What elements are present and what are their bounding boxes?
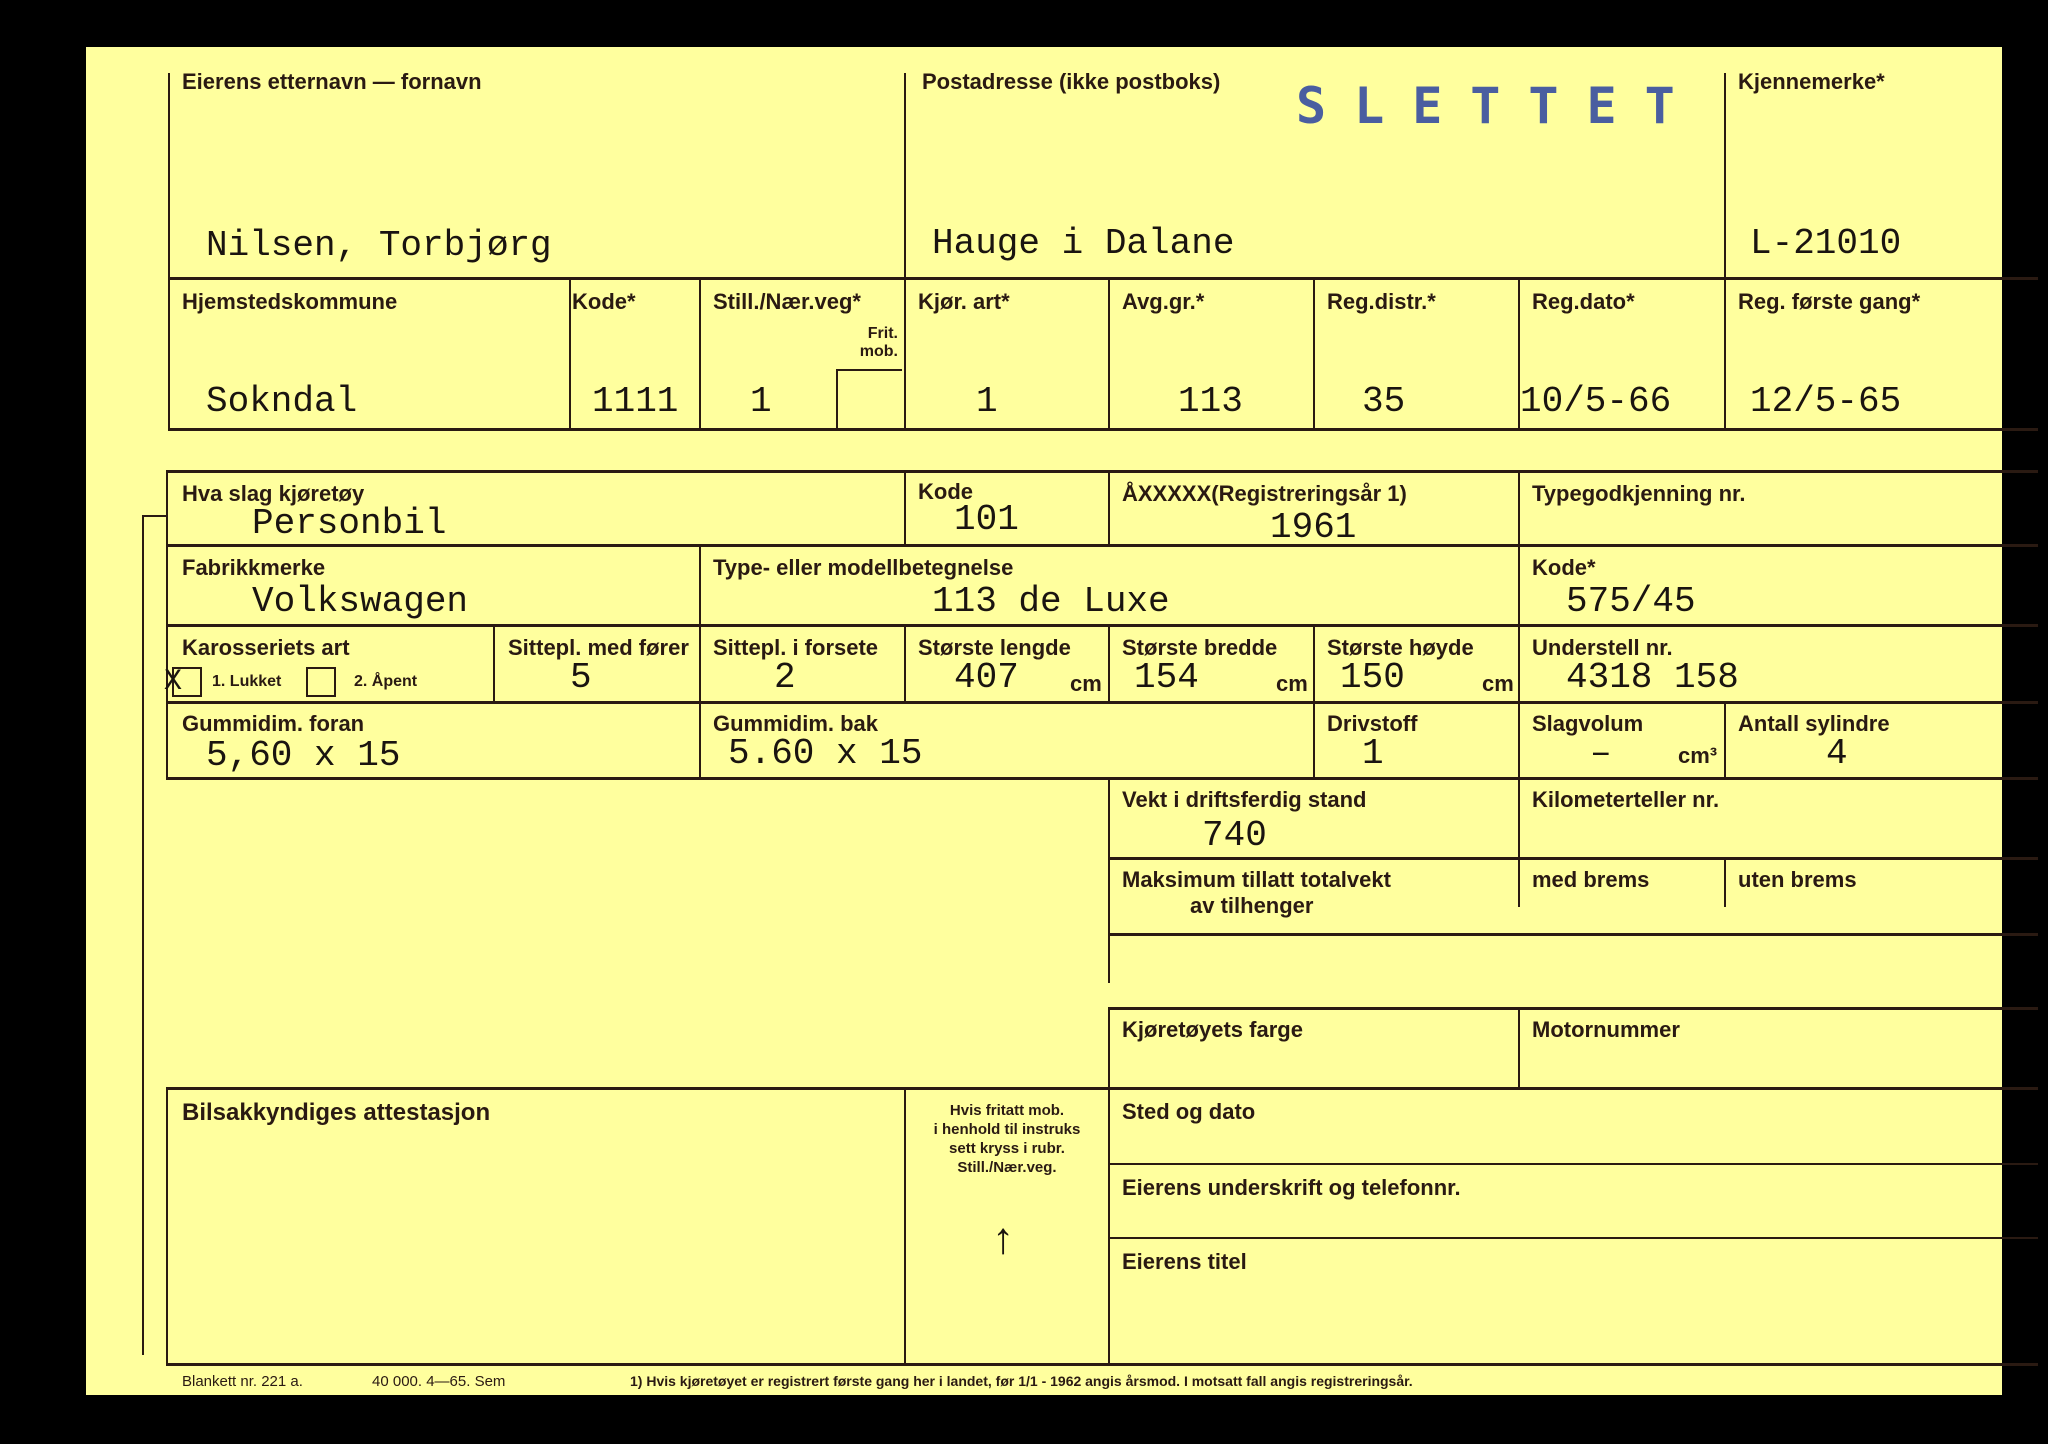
with-brake-label: med brems xyxy=(1532,867,1650,892)
owner-title-label: Eierens titel xyxy=(1122,1249,1247,1274)
body-open-label: 2. Åpent xyxy=(354,673,418,690)
signature-label: Eierens underskrift og telefonnr. xyxy=(1122,1175,1461,1200)
model-code-label: Kode* xyxy=(1532,555,1596,580)
seats-driver-value: 5 xyxy=(570,657,592,698)
seats-driver-label: Sittepl. med fører xyxy=(508,635,689,660)
vehicle-code-value: 101 xyxy=(954,499,1019,540)
width-label: Største bredde xyxy=(1122,635,1278,660)
tire-front-value: 5,60 x 15 xyxy=(206,735,401,776)
regforste-value: 12/5-65 xyxy=(1750,381,1902,422)
height-label: Største høyde xyxy=(1327,635,1474,660)
municipality-value: Sokndal xyxy=(206,381,358,422)
address-label: Postadresse (ikke postboks) xyxy=(922,69,1221,94)
weight-label: Vekt i driftsferdig stand xyxy=(1122,787,1367,812)
model-value: 113 de Luxe xyxy=(932,581,1170,622)
displacement-value: – xyxy=(1590,733,1612,774)
municipality-label: Hjemstedskommune xyxy=(182,289,398,314)
regdistr-value: 35 xyxy=(1362,381,1406,422)
tire-rear-label: Gummidim. bak xyxy=(713,711,879,736)
cylinders-label: Antall sylindre xyxy=(1738,711,1890,736)
owner-label: Eierens etternavn — fornavn xyxy=(182,69,482,94)
fuel-value: 1 xyxy=(1362,733,1384,774)
arrow-up-icon: ↑ xyxy=(990,1217,1017,1267)
kjor-value: 1 xyxy=(976,381,998,422)
code-value: 1111 xyxy=(592,381,679,422)
displacement-label: Slagvolum xyxy=(1532,711,1644,736)
height-unit: cm xyxy=(1482,671,1514,696)
chassis-label: Understell nr. xyxy=(1532,635,1673,660)
body-closed-mark: X xyxy=(164,665,183,699)
frit-mob-box[interactable] xyxy=(836,369,902,429)
height-value: 150 xyxy=(1340,657,1405,698)
cylinders-value: 4 xyxy=(1826,733,1848,774)
kjor-label: Kjør. art* xyxy=(918,289,1010,314)
width-value: 154 xyxy=(1134,657,1199,698)
make-label: Fabrikkmerke xyxy=(182,555,326,580)
tire-rear-value: 5.60 x 15 xyxy=(728,733,923,774)
year-value: 1961 xyxy=(1270,507,1357,548)
still-value: 1 xyxy=(750,381,772,422)
place-date-label: Sted og dato xyxy=(1122,1099,1256,1124)
vehicle-code-label: Kode xyxy=(918,479,973,504)
seats-front-label: Sittepl. i forsete xyxy=(713,635,879,660)
type-approval-label: Typegodkjenning nr. xyxy=(1532,481,1746,506)
regdistr-label: Reg.distr.* xyxy=(1327,289,1436,314)
seats-front-value: 2 xyxy=(774,657,796,698)
avg-label: Avg.gr.* xyxy=(1122,289,1205,314)
year-label: ÅXXXXX(Registreringsår 1) xyxy=(1122,481,1407,506)
fuel-label: Drivstoff xyxy=(1327,711,1418,736)
length-unit: cm xyxy=(1070,671,1102,696)
weight-value: 740 xyxy=(1202,815,1267,856)
still-label: Still./Nær.veg* xyxy=(713,289,861,314)
engine-label: Motornummer xyxy=(1532,1017,1680,1042)
regforste-label: Reg. første gang* xyxy=(1738,289,1921,314)
body-open-checkbox[interactable] xyxy=(306,667,336,697)
form-number: Blankett nr. 221 a. xyxy=(182,1373,303,1390)
mobilization-note: Hvis fritatt mob. i henhold til instruks sett kryss i rubr. Still./Nær.veg. xyxy=(933,1102,1081,1176)
regdato-value: 10/5-66 xyxy=(1520,381,1672,422)
width-unit: cm xyxy=(1276,671,1308,696)
trailer-label-2: av tilhenger xyxy=(1190,893,1314,918)
owner-value: Nilsen, Torbjørg xyxy=(206,225,552,266)
odometer-label: Kilometerteller nr. xyxy=(1532,787,1720,812)
model-code-value: 575/45 xyxy=(1566,581,1696,622)
print-info: 40 000. 4—65. Sem xyxy=(372,1373,506,1390)
without-brake-label: uten brems xyxy=(1738,867,1857,892)
deleted-stamp: SLETTET xyxy=(1296,77,1703,135)
avg-value: 113 xyxy=(1178,381,1243,422)
attestation-label: Bilsakkyndiges attestasjon xyxy=(182,1099,491,1126)
length-label: Største lengde xyxy=(918,635,1071,660)
length-value: 407 xyxy=(954,657,1019,698)
reg-mark-label: Kjennemerke* xyxy=(1738,69,1885,94)
registration-card xyxy=(86,47,2002,1395)
tire-front-label: Gummidim. foran xyxy=(182,711,365,736)
model-label: Type- eller modellbetegnelse xyxy=(713,555,1014,580)
reg-mark-value: L-21010 xyxy=(1750,223,1902,264)
regdato-label: Reg.dato* xyxy=(1532,289,1635,314)
displacement-unit: cm³ xyxy=(1678,743,1718,768)
chassis-value: 4318 158 xyxy=(1566,657,1739,698)
frit-mob-label: Frit. mob. xyxy=(859,325,898,360)
trailer-label-1: Maksimum tillatt totalvekt xyxy=(1122,867,1391,892)
vehicle-type-value: Personbil xyxy=(252,503,447,544)
code-label: Kode* xyxy=(572,289,636,314)
make-value: Volkswagen xyxy=(252,581,469,622)
color-label: Kjøretøyets farge xyxy=(1122,1017,1303,1042)
address-value: Hauge i Dalane xyxy=(932,223,1235,264)
body-label: Karosseriets art xyxy=(182,635,350,660)
vehicle-type-label: Hva slag kjøretøy xyxy=(182,481,365,506)
footnote: 1) Hvis kjøretøyet er registrert første gang her i landet, før 1/1 - 1962 angis årsmod. I motsatt fall angis registreringsår. xyxy=(630,1373,1413,1389)
body-closed-label: 1. Lukket xyxy=(212,673,282,690)
